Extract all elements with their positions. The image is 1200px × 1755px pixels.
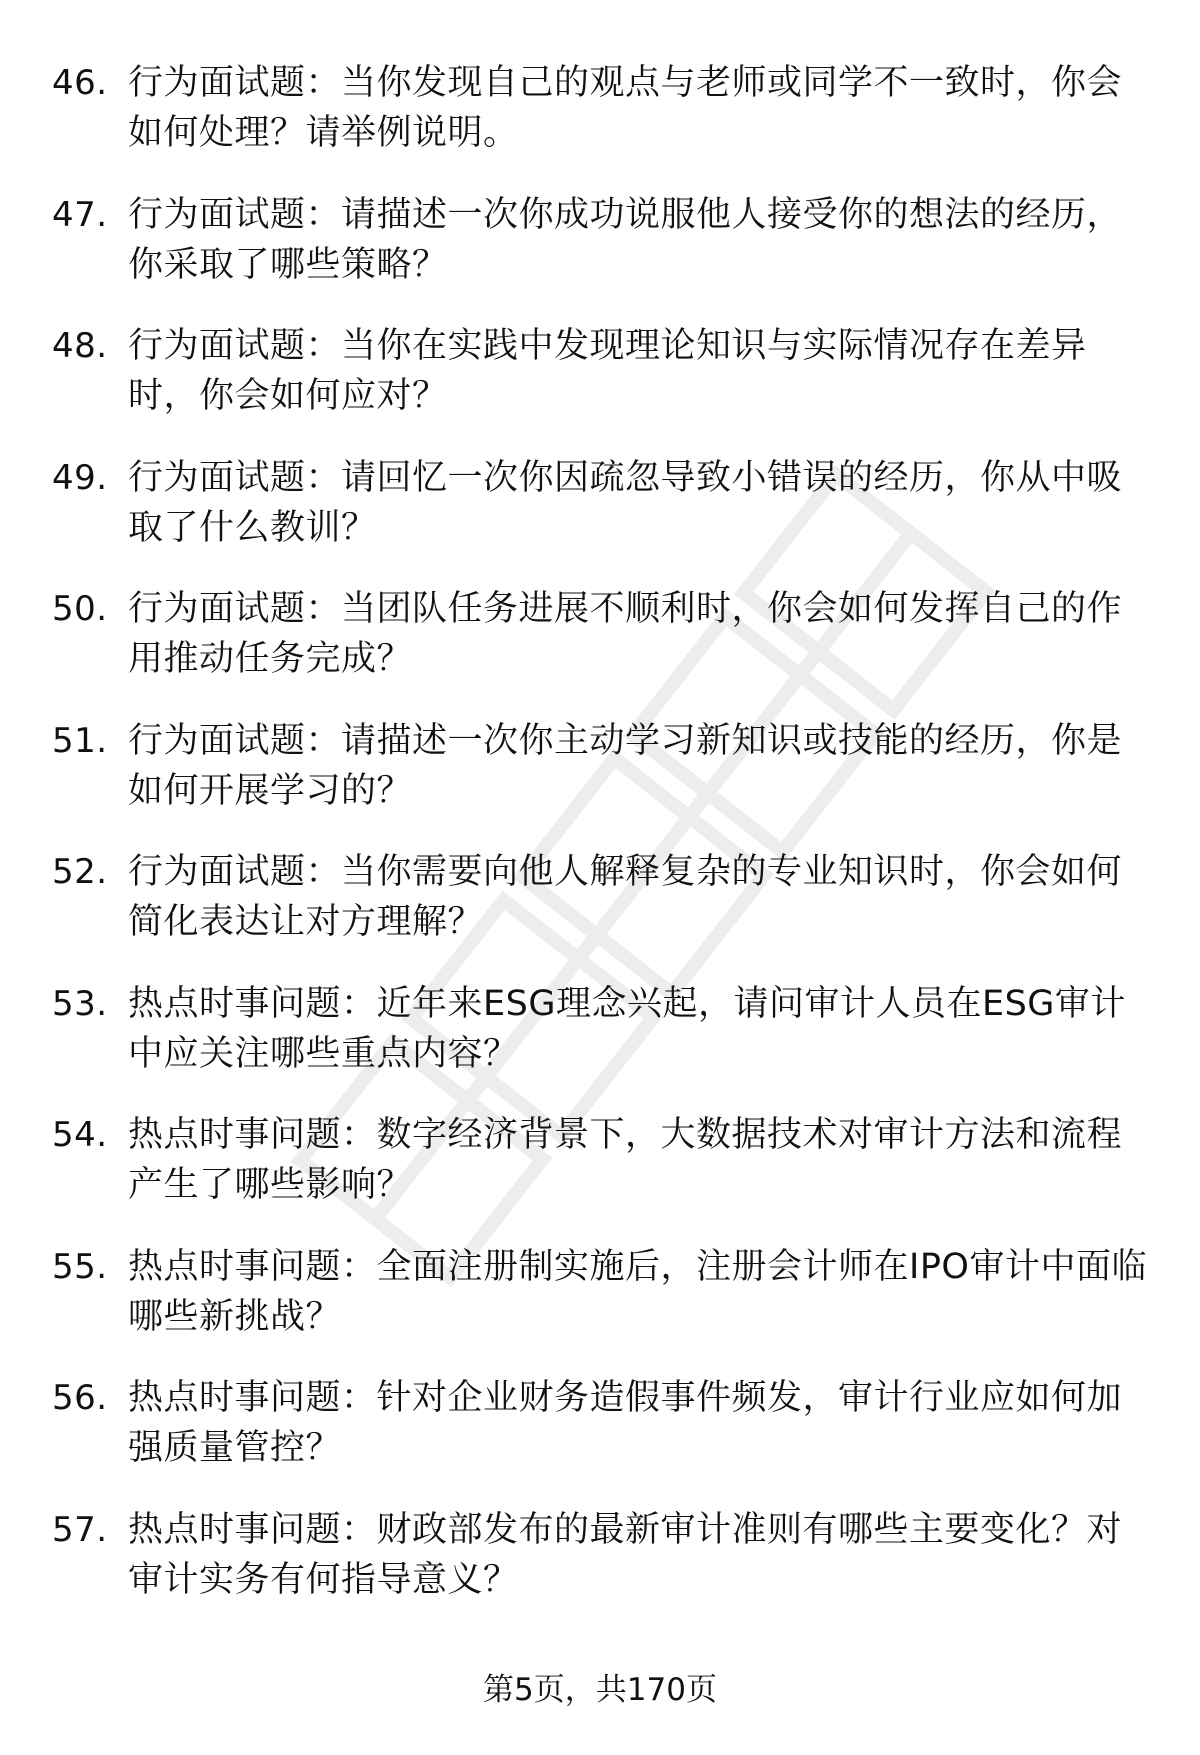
question-number: 56. <box>52 1378 108 1418</box>
question-number: 46. <box>52 63 108 103</box>
question-number: 48. <box>52 326 108 366</box>
question-text: 行为面试题：请描述一次你成功说服他人接受你的想法的经历，你采取了哪些策略？ <box>128 194 1123 285</box>
question-number: 47. <box>52 194 108 235</box>
question-text: 热点时事问题：针对企业财务造假事件频发，审计行业应如何加强质量管控？ <box>128 1378 1123 1468</box>
list-item <box>52 321 1152 453</box>
question-number: 52. <box>52 852 108 892</box>
question-text: 行为面试题：当团队任务进展不顺利时，你会如何发挥自己的作用推动任务完成？ <box>128 589 1123 679</box>
question-number: 50. <box>52 589 108 629</box>
list-item <box>52 979 1152 1111</box>
list-item <box>52 1373 1152 1505</box>
question-number: 55. <box>52 1246 108 1287</box>
question-text: 行为面试题：当你需要向他人解释复杂的专业知识时，你会如何简化表达让对方理解？ <box>128 852 1123 942</box>
question-text: 热点时事问题：近年来ESG理念兴起，请问审计人员在ESG审计中应关注哪些重点内容？ <box>128 983 1126 1074</box>
list-item <box>52 453 1152 585</box>
list-item <box>52 716 1152 848</box>
question-number: 49. <box>52 457 108 498</box>
list-item <box>52 847 1152 979</box>
question-text: 行为面试题：当你发现自己的观点与老师或同学不一致时，你会如何处理？请举例说明。 <box>128 63 1123 153</box>
page-number: 第5页，共170页 <box>483 1672 717 1708</box>
question-text: 行为面试题：请回忆一次你因疏忽导致小错误的经历，你从中吸取了什么教训？ <box>128 457 1123 548</box>
list-item <box>52 190 1152 322</box>
list-item <box>52 1505 1152 1637</box>
question-text: 热点时事问题：财政部发布的最新审计准则有哪些主要变化？对审计实务有何指导意义？ <box>128 1509 1123 1600</box>
question-text: 行为面试题：当你在实践中发现理论知识与实际情况存在差异时，你会如何应对？ <box>128 326 1087 416</box>
question-number: 51. <box>52 720 108 761</box>
question-number: 57. <box>52 1509 108 1550</box>
list-item <box>52 584 1152 716</box>
question-text: 热点时事问题：全面注册制实施后，注册会计师在IPO审计中面临哪些新挑战？ <box>128 1246 1147 1337</box>
question-number: 53. <box>52 983 108 1024</box>
question-text: 行为面试题：请描述一次你主动学习新知识或技能的经历，你是如何开展学习的？ <box>128 720 1123 811</box>
question-number: 54. <box>52 1115 108 1155</box>
list-item <box>52 1242 1152 1374</box>
question-text: 热点时事问题：数字经济背景下，大数据技术对审计方法和流程产生了哪些影响？ <box>128 1115 1123 1205</box>
list-item <box>52 1110 1152 1242</box>
question-list <box>52 58 1152 1636</box>
list-item <box>52 58 1152 190</box>
